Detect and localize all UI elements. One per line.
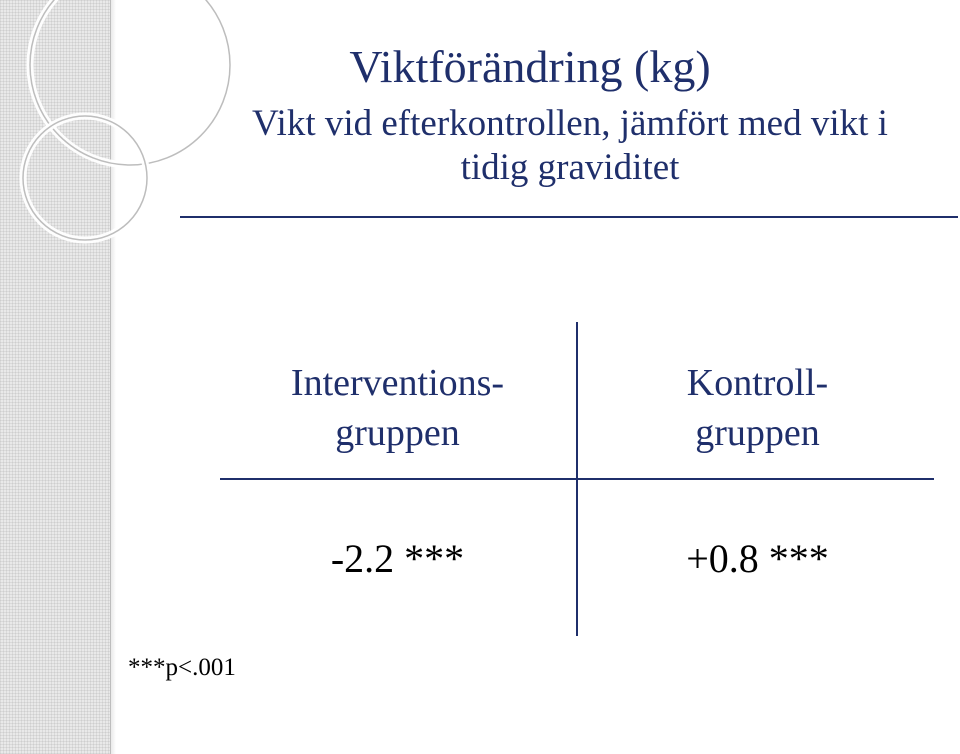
subtitle-line: Vikt vid efterkontrollen, jämfört med vikt i bbox=[252, 103, 888, 144]
header-line: gruppen bbox=[695, 412, 820, 454]
header-line: gruppen bbox=[335, 412, 460, 454]
header-line: Kontroll- bbox=[686, 362, 829, 404]
slide-subtitle bbox=[120, 102, 960, 190]
header-control-group bbox=[590, 358, 925, 458]
header-intervention-group bbox=[230, 358, 565, 458]
significance-footnote: ***p<.001 bbox=[128, 654, 236, 681]
slide-title: Viktförändring (kg) bbox=[349, 41, 711, 92]
header-line: Interventions- bbox=[290, 362, 505, 404]
value-intervention-group: -2.2 *** bbox=[330, 536, 465, 581]
table-horizontal-divider bbox=[220, 478, 934, 480]
value-control-group: +0.8 *** bbox=[686, 536, 829, 581]
title-divider bbox=[180, 216, 958, 218]
subtitle-line: tidig graviditet bbox=[460, 147, 680, 188]
